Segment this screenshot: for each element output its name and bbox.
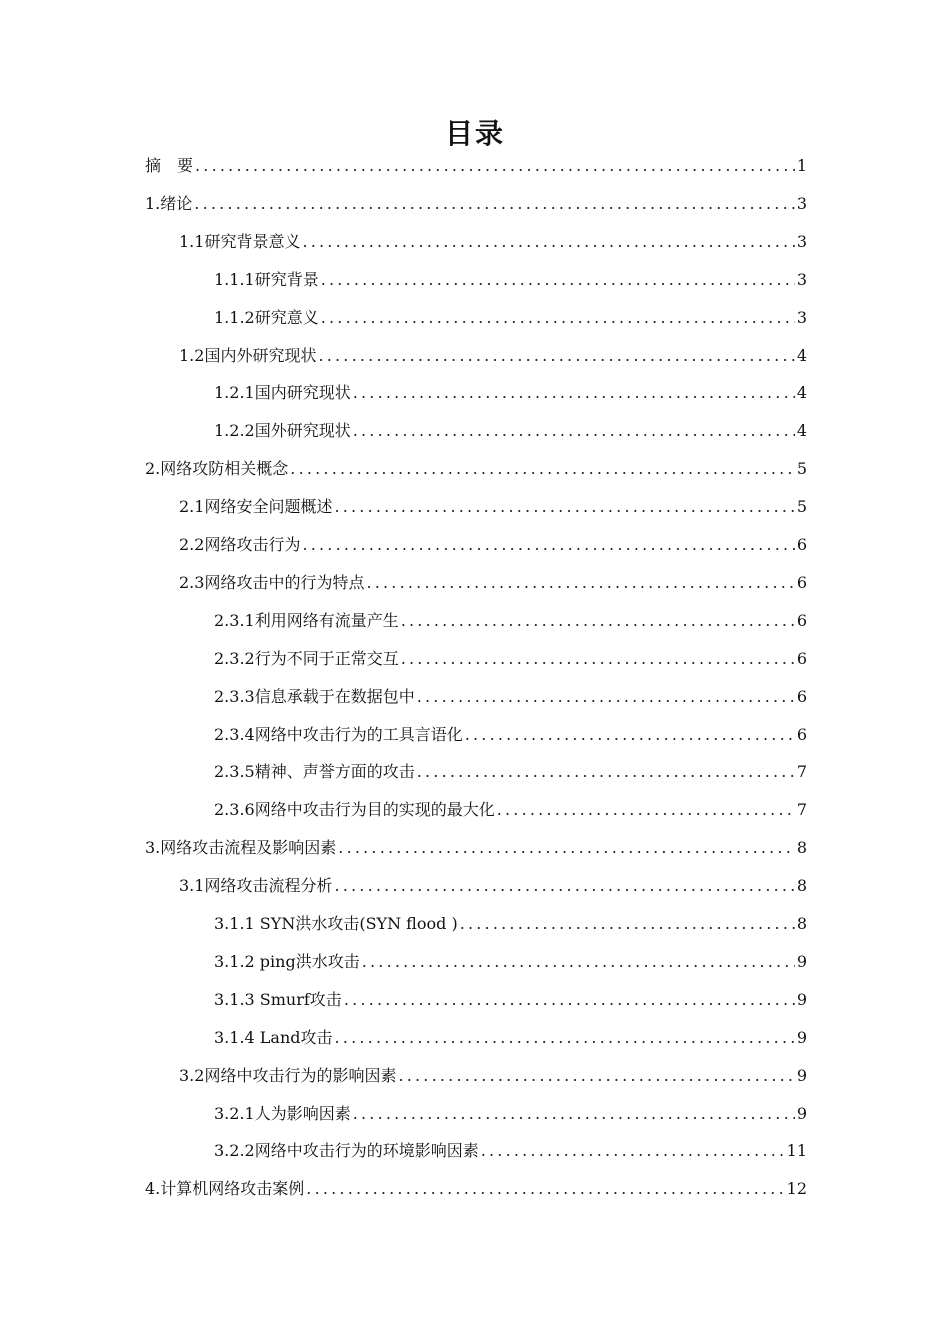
toc-entry-label: 2.3.6网络中攻击行为目的实现的最大化	[214, 800, 495, 820]
toc-entry[interactable]	[145, 1170, 807, 1208]
toc-entry-page-number: 6	[796, 686, 807, 706]
toc-entry-page-number: 5	[796, 459, 807, 479]
toc-entry-page-number: 8	[796, 838, 807, 858]
toc-dot-leader	[194, 185, 795, 223]
toc-entry[interactable]	[179, 1057, 807, 1095]
toc-entry[interactable]	[214, 678, 807, 716]
toc-dot-leader	[401, 640, 795, 678]
toc-dot-leader	[465, 716, 795, 754]
toc-entry-label: 4.计算机网络攻击案例	[145, 1179, 305, 1199]
toc-dot-leader	[318, 337, 794, 375]
toc-dot-leader	[338, 829, 795, 867]
toc-dot-leader	[460, 905, 795, 943]
toc-dot-leader	[481, 1132, 785, 1170]
toc-entry-label: 3.1.3 Smurf攻击	[214, 989, 342, 1009]
toc-entry[interactable]	[145, 450, 807, 488]
toc-entry-page-number: 9	[796, 951, 807, 971]
toc-entry-label: 3.1网络攻击流程分析	[179, 876, 333, 896]
toc-entry-label: 2.1网络安全问题概述	[179, 497, 333, 517]
toc-entry[interactable]	[214, 943, 807, 981]
toc-entry[interactable]	[214, 981, 807, 1019]
toc-entry[interactable]	[214, 1019, 807, 1057]
toc-dot-leader	[321, 261, 795, 299]
toc-entry-label: 2.2网络攻击行为	[179, 535, 301, 554]
toc-entry-page-number: 8	[796, 914, 807, 933]
toc-entry[interactable]	[214, 716, 807, 754]
toc-entry-label: 1.1.2研究意义	[214, 307, 319, 327]
toc-entry-page-number: 9	[796, 989, 807, 1009]
toc-title: 目录	[444, 117, 505, 150]
toc-entry-label: 3.1.2 ping洪水攻击	[214, 951, 360, 971]
toc-entry-page-number: 6	[796, 572, 807, 592]
toc-dot-leader	[417, 753, 795, 791]
toc-entry[interactable]	[179, 337, 807, 375]
toc-entry-label: 2.3.5精神、声誉方面的攻击	[214, 762, 415, 782]
toc-entry[interactable]	[214, 640, 807, 678]
toc-dot-leader	[335, 1019, 795, 1057]
toc-entry-page-number: 11	[786, 1141, 807, 1161]
toc-entry[interactable]	[214, 753, 807, 791]
toc-entry[interactable]	[214, 412, 807, 450]
toc-entry[interactable]	[214, 905, 807, 943]
toc-entry-page-number: 6	[796, 535, 807, 554]
toc-entry-page-number: 3	[796, 193, 807, 213]
toc-entry-page-number: 6	[796, 610, 807, 630]
toc-dot-leader	[401, 602, 795, 640]
toc-dot-leader	[334, 867, 794, 905]
toc-entry-page-number: 1	[796, 156, 807, 175]
toc-entry-label: 2.网络攻防相关概念	[145, 459, 289, 479]
toc-entry[interactable]	[214, 374, 807, 412]
toc-entry[interactable]	[214, 261, 807, 299]
toc-entry[interactable]	[179, 223, 807, 261]
toc-dot-leader	[497, 791, 795, 829]
toc-entry-label: 2.3.2行为不同于正常交互	[214, 648, 399, 668]
toc-entry-page-number: 9	[796, 1065, 807, 1085]
toc-entry-page-number: 6	[796, 724, 807, 744]
toc-entry[interactable]	[179, 564, 807, 602]
toc-entry-page-number: 5	[796, 497, 807, 517]
toc-dot-leader	[290, 450, 795, 488]
toc-entry-label: 2.3网络攻击中的行为特点	[179, 572, 365, 592]
toc-dot-leader	[362, 943, 795, 981]
toc-entry-label: 3.2网络中攻击行为的影响因素	[179, 1065, 397, 1085]
toc-entry[interactable]	[145, 185, 807, 223]
toc-dot-leader	[366, 564, 794, 602]
toc-dot-leader	[353, 374, 795, 412]
toc-entry-page-number: 7	[796, 800, 807, 820]
toc-dot-leader	[302, 223, 794, 261]
toc-entry-label: 2.3.3信息承载于在数据包中	[214, 686, 415, 706]
toc-entry-page-number: 6	[796, 648, 807, 668]
toc-entry-label: 1.2.1国内研究现状	[214, 383, 351, 403]
toc-entry-page-number: 9	[796, 1103, 807, 1123]
toc-entry-page-number: 12	[786, 1179, 807, 1199]
toc-dot-leader	[334, 488, 794, 526]
toc-entry-page-number: 4	[796, 345, 807, 365]
toc-entry-label: 1.1研究背景意义	[179, 231, 301, 251]
toc-entry-label: 摘 要	[145, 156, 194, 175]
toc-dot-leader	[302, 526, 794, 564]
toc-dot-leader	[306, 1170, 784, 1208]
toc-entry[interactable]	[214, 1132, 807, 1170]
toc-entry-label: 3.2.1人为影响因素	[214, 1103, 351, 1123]
toc-dot-leader	[195, 147, 795, 185]
toc-entry-page-number: 4	[796, 383, 807, 403]
toc-entry-label: 3.1.4 Land攻击	[214, 1027, 333, 1047]
toc-entry[interactable]	[214, 299, 807, 337]
toc-dot-leader	[321, 299, 795, 337]
toc-entry-label: 2.3.4网络中攻击行为的工具言语化	[214, 724, 463, 744]
toc-entry-page-number: 9	[796, 1027, 807, 1047]
toc-dot-leader	[398, 1057, 794, 1095]
toc-entry[interactable]	[214, 1095, 807, 1133]
toc-entry[interactable]	[179, 488, 807, 526]
toc-entry-label: 2.3.1利用网络有流量产生	[214, 610, 399, 630]
toc-entry-label: 3.2.2网络中攻击行为的环境影响因素	[214, 1141, 479, 1161]
toc-entry-label: 1.绪论	[145, 193, 193, 213]
toc-entry[interactable]	[145, 829, 807, 867]
toc-entry[interactable]	[214, 791, 807, 829]
toc-entry-page-number: 8	[796, 876, 807, 896]
toc-dot-leader	[353, 412, 795, 450]
toc-entry[interactable]	[179, 867, 807, 905]
toc-entry[interactable]	[179, 526, 807, 564]
toc-entry-page-number: 3	[796, 269, 807, 289]
toc-dot-leader	[417, 678, 795, 716]
toc-entry-page-number: 3	[796, 307, 807, 327]
toc-entry-page-number: 7	[796, 762, 807, 782]
toc-entry-page-number: 4	[796, 421, 807, 441]
toc-entry-label: 3.1.1 SYN洪水攻击(SYN flood )	[214, 914, 458, 933]
toc-entry-label: 1.2.2国外研究现状	[214, 421, 351, 441]
toc-entry-page-number: 3	[796, 231, 807, 251]
toc-entry-label: 3.网络攻击流程及影响因素	[145, 838, 337, 858]
toc-entry-label: 1.2国内外研究现状	[179, 345, 317, 365]
toc-dot-leader	[344, 981, 795, 1019]
toc-entry-label: 1.1.1研究背景	[214, 269, 319, 289]
toc-dot-leader	[353, 1095, 795, 1133]
toc-entry[interactable]	[145, 147, 807, 185]
toc-entry[interactable]	[214, 602, 807, 640]
